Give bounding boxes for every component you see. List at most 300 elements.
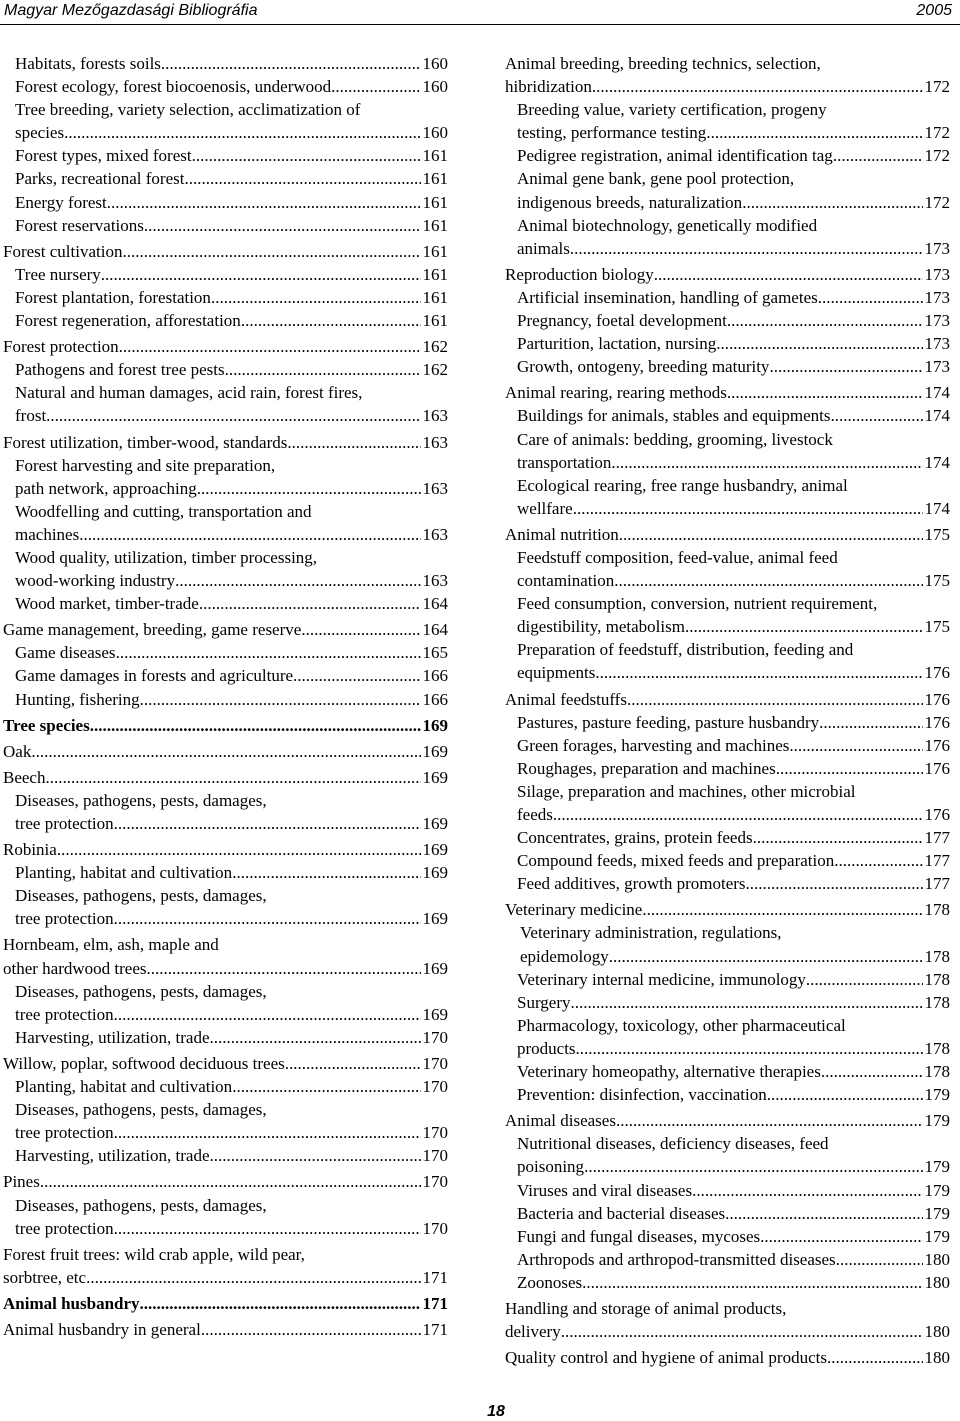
- toc-entry-title: Fungi and fungal diseases, mycoses: [517, 1226, 761, 1246]
- toc-entry: [505, 1083, 950, 1106]
- dot-leader: [90, 714, 421, 737]
- toc-entry-continued: [505, 546, 950, 569]
- dot-leader: [40, 1170, 421, 1193]
- dot-leader: [706, 121, 922, 144]
- toc-entry-page: 169: [422, 741, 448, 761]
- toc-entry-page: 171: [422, 1319, 448, 1339]
- toc-entry-page: 169: [422, 840, 448, 860]
- toc-entry: [505, 1202, 950, 1225]
- toc-entry-continued: [505, 167, 950, 190]
- toc-entry-title: Arthropods and arthropod-transmitted diseases: [517, 1249, 836, 1269]
- toc-entry-page: 160: [422, 77, 448, 97]
- dot-leader: [114, 1217, 421, 1240]
- toc-entry-title: Diseases, pathogens, pests, damages,: [15, 1195, 267, 1215]
- toc-entry: [505, 263, 950, 286]
- toc-entry-page: 176: [924, 758, 950, 778]
- toc-entry-title: Diseases, pathogens, pests, damages,: [15, 1100, 267, 1120]
- toc-entry-page: 169: [422, 958, 448, 978]
- toc-entry-page: 161: [422, 146, 448, 166]
- toc-entry-title: Pines: [3, 1172, 40, 1192]
- toc-entry: [505, 615, 950, 638]
- toc-entry-page: 169: [422, 909, 448, 929]
- toc-entry-title: Tree species: [3, 715, 90, 735]
- dot-leader: [45, 766, 420, 789]
- toc-entry-title: Game management, breeding, game reserve: [3, 620, 302, 640]
- dot-leader: [692, 1179, 922, 1202]
- toc-entry-continued: [505, 1014, 950, 1037]
- toc-entry: [3, 52, 448, 75]
- toc-entry-title: digestibility, metabolism: [517, 617, 685, 637]
- toc-entry-title: Parturition, lactation, nursing: [517, 334, 717, 354]
- toc-entry: [505, 523, 950, 546]
- dot-leader: [211, 286, 421, 309]
- toc-entry-page: 166: [422, 666, 448, 686]
- toc-entry-title: Veterinary administration, regulations,: [520, 923, 782, 943]
- dot-leader: [201, 1318, 421, 1341]
- toc-entry-page: 164: [422, 594, 448, 614]
- toc-entry-page: 161: [422, 215, 448, 235]
- toc-entry-continued: [3, 1243, 448, 1266]
- toc-entry-title: Prevention: disinfection, vaccination: [517, 1085, 767, 1105]
- toc-entry-page: 172: [924, 146, 950, 166]
- dot-leader: [232, 861, 420, 884]
- toc-entry-title: Forest protection: [3, 337, 119, 357]
- toc-entry-title: Veterinary internal medicine, immunology: [517, 969, 806, 989]
- toc-entry-title: Breeding value, variety certification, progeny: [517, 100, 827, 120]
- dot-leader: [114, 907, 421, 930]
- toc-entry-title: wood-working industry: [15, 571, 176, 591]
- toc-entry-page: 173: [924, 238, 950, 258]
- toc-entry-continued: [505, 638, 950, 661]
- toc-entry-title: Reproduction biology: [505, 264, 654, 284]
- toc-entry-title: other hardwood trees: [3, 958, 147, 978]
- dot-leader: [595, 661, 922, 684]
- toc-entry: [505, 286, 950, 309]
- dot-leader: [116, 641, 421, 664]
- toc-entry-title: Forest cultivation: [3, 241, 123, 261]
- dot-leader: [197, 477, 421, 500]
- dot-leader: [611, 451, 922, 474]
- dot-leader: [725, 1202, 922, 1225]
- dot-leader: [144, 214, 421, 237]
- toc-entry-page: 169: [422, 715, 448, 735]
- toc-entry-title: Animal gene bank, gene pool protection,: [517, 169, 795, 189]
- toc-column-right: [505, 52, 950, 1369]
- toc-entry-title: Ecological rearing, free range husbandry, animal: [517, 475, 848, 495]
- toc-entry: [505, 898, 950, 921]
- toc-entry-page: 175: [924, 524, 950, 544]
- toc-entry: [3, 812, 448, 835]
- toc-entry-title: Game damages in forests and agriculture: [15, 666, 294, 686]
- toc-entry: [505, 688, 950, 711]
- toc-entry-page: 178: [924, 1038, 950, 1058]
- toc-entry: [3, 569, 448, 592]
- dot-leader: [821, 1060, 923, 1083]
- dot-leader: [301, 618, 420, 641]
- toc-entry: [3, 335, 448, 358]
- toc-entry-page: 170: [422, 1146, 448, 1166]
- toc-entry-title: Artificial insemination, handling of gametes: [517, 287, 818, 307]
- toc-entry-continued: [3, 1194, 448, 1217]
- toc-entry: [505, 1271, 950, 1294]
- toc-entry-title: Beech: [3, 767, 46, 787]
- toc-entry-title: wellfare: [517, 498, 573, 518]
- toc-entry-page: 176: [924, 689, 950, 709]
- toc-entry: [505, 332, 950, 355]
- toc-entry-page: 161: [422, 241, 448, 261]
- toc-entry: [505, 569, 950, 592]
- toc-entry-title: Pedigree registration, animal identification tag: [517, 146, 833, 166]
- toc-entry-title: Handling and storage of animal products,: [505, 1298, 787, 1318]
- toc-entry-title: Forest regeneration, afforestation: [15, 311, 241, 331]
- toc-entry-page: 164: [422, 620, 448, 640]
- toc-entry-title: Buildings for animals, stables and equipments: [517, 406, 831, 426]
- publication-year: 2005: [916, 2, 952, 19]
- dot-leader: [553, 803, 923, 826]
- toc-entry: [3, 523, 448, 546]
- dot-leader: [331, 75, 420, 98]
- toc-entry-page: 163: [422, 524, 448, 544]
- toc-entry-title: Silage, preparation and machines, other microbial: [517, 781, 856, 801]
- toc-entry-title: feeds: [517, 805, 553, 824]
- dot-leader: [232, 1075, 420, 1098]
- toc-entry-title: Tree breeding, variety selection, acclimatization of: [15, 100, 361, 120]
- toc-entry: [505, 1155, 950, 1178]
- dot-leader: [114, 812, 421, 835]
- toc-entry-continued: [3, 546, 448, 569]
- toc-entry-title: Forest fruit trees: wild crab apple, wild pear,: [3, 1244, 305, 1264]
- toc-entry: [505, 237, 950, 260]
- toc-entry-title: Diseases, pathogens, pests, damages,: [15, 886, 267, 906]
- toc-entry: [505, 1346, 950, 1369]
- toc-entry-continued: [3, 933, 448, 956]
- toc-entry-page: 163: [422, 571, 448, 591]
- toc-entry-page: 176: [924, 805, 950, 824]
- toc-entry-page: 174: [924, 406, 950, 426]
- toc-entry-continued: [3, 884, 448, 907]
- dot-leader: [241, 309, 421, 332]
- toc-entry-page: 175: [924, 571, 950, 591]
- toc-entry-page: 163: [422, 478, 448, 498]
- dot-leader: [293, 664, 420, 687]
- dot-leader: [609, 945, 923, 968]
- dot-leader: [114, 1003, 421, 1026]
- toc-entry-page: 172: [924, 123, 950, 143]
- dot-leader: [833, 144, 923, 167]
- toc-entry: [505, 355, 950, 378]
- toc-entry-page: 172: [924, 192, 950, 212]
- toc-entry-title: Parks, recreational forest: [15, 169, 185, 189]
- toc-entry-title: Hunting, fishering: [15, 689, 140, 709]
- toc-entry: [3, 1003, 448, 1026]
- toc-entry-continued: [3, 454, 448, 477]
- toc-entry-page: 170: [422, 1172, 448, 1192]
- dot-leader: [570, 237, 923, 260]
- toc-entry: [505, 497, 950, 520]
- toc-entry-title: Wood market, timber-trade: [15, 594, 199, 614]
- dot-leader: [147, 957, 421, 980]
- toc-entry-title: Game diseases: [15, 643, 116, 663]
- page-number: 18: [487, 1403, 505, 1420]
- toc-entry-page: 173: [924, 334, 950, 354]
- dot-leader: [64, 121, 420, 144]
- toc-entry-title: Zoonoses: [517, 1272, 583, 1292]
- header-divider: [0, 24, 960, 25]
- toc-entry-title: Hornbeam, elm, ash, maple and: [3, 935, 219, 955]
- dot-leader: [767, 1083, 923, 1106]
- toc-entry-page: 163: [422, 432, 448, 452]
- toc-entry-title: tree protection: [15, 814, 114, 833]
- toc-entry: [3, 740, 448, 763]
- dot-leader: [727, 309, 923, 332]
- toc-entry: [3, 1121, 448, 1144]
- toc-entry-title: Animal diseases: [505, 1111, 616, 1131]
- toc-entry-title: Bacteria and bacterial diseases: [517, 1203, 726, 1223]
- toc-entry-continued: [505, 52, 950, 75]
- dot-leader: [614, 569, 922, 592]
- toc-entry-title: contamination: [517, 571, 615, 591]
- toc-entry: [505, 381, 950, 404]
- toc-entry-page: 163: [422, 406, 448, 426]
- dot-leader: [175, 569, 420, 592]
- toc-entry-continued: [3, 381, 448, 404]
- toc-entry: [3, 1170, 448, 1193]
- toc-entry-page: 165: [422, 643, 448, 663]
- toc-entry: [505, 661, 950, 684]
- toc-entry-title: Robinia: [3, 840, 57, 860]
- toc-entry: [3, 477, 448, 500]
- toc-entry-title: Pathogens and forest tree pests: [15, 360, 225, 380]
- toc-entry-continued: [3, 98, 448, 121]
- toc-entry-title: Diseases, pathogens, pests, damages,: [15, 790, 267, 810]
- toc-entry: [3, 121, 448, 144]
- toc-entry-page: 161: [422, 192, 448, 212]
- toc-entry: [3, 618, 448, 641]
- toc-entry-title: Pastures, pasture feeding, pasture husbandry: [517, 712, 820, 732]
- toc-entry-title: Animal biotechnology, genetically modified: [517, 215, 818, 235]
- toc-entry-page: 173: [924, 357, 950, 377]
- toc-entry: [505, 191, 950, 214]
- dot-leader: [561, 1320, 923, 1343]
- toc-entry-continued: [505, 214, 950, 237]
- toc-entry-page: 172: [924, 77, 950, 97]
- toc-entry: [505, 1037, 950, 1060]
- toc-entry-title: Wood quality, utilization, timber processing,: [15, 547, 318, 567]
- dot-leader: [769, 355, 922, 378]
- toc-entry-title: Animal husbandry in general: [3, 1319, 201, 1339]
- toc-entry-page: 176: [924, 663, 950, 683]
- toc-entry: [505, 711, 950, 734]
- toc-entry-page: 179: [924, 1085, 950, 1105]
- toc-entry-title: animals: [517, 238, 570, 258]
- toc-entry: [505, 945, 950, 968]
- toc-entry: [3, 214, 448, 237]
- toc-entry-page: 166: [422, 689, 448, 709]
- toc-entry-page: 170: [422, 1123, 448, 1143]
- dot-leader: [746, 872, 923, 895]
- toc-entry: [3, 766, 448, 789]
- toc-entry: [505, 826, 950, 849]
- toc-entry-title: Animal nutrition: [505, 524, 619, 544]
- toc-entry-page: 180: [924, 1322, 950, 1342]
- toc-entry-page: 176: [924, 735, 950, 755]
- toc-entry: [505, 734, 950, 757]
- toc-entry: [505, 1320, 950, 1343]
- toc-entry-page: 177: [924, 874, 950, 894]
- toc-entry-title: path network, approaching: [15, 478, 197, 498]
- toc-entry-title: Animal rearing, rearing methods: [505, 383, 727, 403]
- toc-entry: [3, 240, 448, 263]
- toc-entry-title: tree protection: [15, 1004, 114, 1024]
- toc-entry-page: 180: [924, 1272, 950, 1292]
- toc-entry-title: Forest plantation, forestation: [15, 287, 211, 307]
- toc-entry: [3, 191, 448, 214]
- toc-entry-title: Feed consumption, conversion, nutrient requirement,: [517, 594, 878, 614]
- toc-entry: [3, 75, 448, 98]
- toc-entry-title: tree protection: [15, 909, 114, 929]
- toc-entry-title: Forest reservations: [15, 215, 144, 235]
- toc-entry-page: 179: [924, 1203, 950, 1223]
- dot-leader: [57, 838, 421, 861]
- toc-entry: [3, 431, 448, 454]
- dot-leader: [79, 523, 420, 546]
- publication-title: Magyar Mezőgazdasági Bibliográfia: [4, 2, 258, 19]
- toc-entry-title: Viruses and viral diseases: [517, 1180, 693, 1200]
- toc-entry-title: Planting, habitat and cultivation: [15, 1077, 233, 1097]
- toc-entry-page: 178: [924, 992, 950, 1012]
- toc-entry-page: 170: [422, 1053, 448, 1073]
- dot-leader: [834, 849, 922, 872]
- toc-entry-title: Animal feedstuffs: [505, 689, 627, 709]
- toc-entry: [505, 872, 950, 895]
- dot-leader: [101, 263, 421, 286]
- toc-entry-page: 178: [924, 969, 950, 989]
- toc-entry: [3, 641, 448, 664]
- toc-entry-title: Veterinary homeopathy, alternative therapies: [517, 1062, 821, 1082]
- dot-leader: [760, 1225, 922, 1248]
- toc-entry-title: tree protection: [15, 1123, 114, 1143]
- dot-leader: [619, 523, 923, 546]
- toc-entry-page: 180: [924, 1249, 950, 1269]
- dot-leader: [573, 497, 923, 520]
- dot-leader: [576, 1037, 923, 1060]
- toc-entry: [505, 803, 950, 826]
- toc-entry-title: Animal breeding, breeding technics, selection,: [505, 54, 821, 73]
- dot-leader: [642, 898, 922, 921]
- toc-entry-title: Pregnancy, foetal development: [517, 311, 727, 331]
- toc-entry: [505, 144, 950, 167]
- toc-entry-page: 169: [422, 1004, 448, 1024]
- toc-entry-page: 171: [422, 1293, 448, 1313]
- toc-entry-page: 174: [924, 452, 950, 472]
- toc-entry-continued: [3, 1098, 448, 1121]
- toc-entry-title: Preparation of feedstuff, distribution, feeding and: [517, 640, 854, 660]
- toc-entry: [505, 121, 950, 144]
- toc-entry-title: Feedstuff composition, feed-value, animal feed: [517, 547, 838, 567]
- dot-leader: [140, 1292, 421, 1315]
- dot-leader: [119, 335, 421, 358]
- toc-entry-title: delivery: [505, 1322, 561, 1342]
- dot-leader: [716, 332, 922, 355]
- dot-leader: [122, 240, 420, 263]
- toc-entry-title: sorbtree, etc: [3, 1267, 87, 1287]
- toc-entry-page: 162: [422, 360, 448, 380]
- toc-entry-title: Roughages, preparation and machines: [517, 758, 776, 778]
- toc-entry-title: Forest ecology, forest biocoenosis, underwood: [15, 77, 332, 97]
- toc-entry-page: 160: [422, 123, 448, 143]
- toc-entry-title: Pharmacology, toxicology, other pharmaceutical: [517, 1015, 846, 1035]
- toc-entry: [3, 592, 448, 615]
- dot-leader: [582, 1271, 922, 1294]
- toc-entry-title: Planting, habitat and cultivation: [15, 863, 233, 883]
- toc-entry: [3, 907, 448, 930]
- dot-leader: [654, 263, 923, 286]
- toc-entry: [505, 968, 950, 991]
- toc-entry-title: testing, performance testing: [517, 123, 707, 143]
- toc-entry-page: 178: [924, 900, 950, 920]
- toc-entry-title: Forest utilization, timber-wood, standards: [3, 432, 288, 452]
- toc-entry-page: 169: [422, 863, 448, 883]
- toc-entry: [3, 404, 448, 427]
- dot-leader: [210, 1026, 421, 1049]
- toc-entry: [3, 167, 448, 190]
- dot-leader: [184, 167, 420, 190]
- dot-leader: [571, 991, 923, 1014]
- toc-entry-title: Harvesting, utilization, trade: [15, 1146, 210, 1166]
- dot-leader: [199, 592, 421, 615]
- toc-entry-page: 161: [422, 264, 448, 284]
- toc-entry-title: Nutritional diseases, deficiency diseases, feed: [517, 1134, 829, 1154]
- toc-entry-page: 178: [924, 1062, 950, 1082]
- toc-entry-title: products: [517, 1038, 576, 1058]
- toc-entry-page: 176: [924, 712, 950, 732]
- dot-leader: [616, 1109, 923, 1132]
- toc-entry: [3, 1266, 448, 1289]
- toc-entry-page: 170: [422, 1027, 448, 1047]
- toc-entry-title: Green forages, harvesting and machines: [517, 735, 790, 755]
- toc-entry-continued: [505, 780, 950, 803]
- toc-entry: [505, 1109, 950, 1132]
- toc-entry-page: 161: [422, 287, 448, 307]
- toc-entry-page: 169: [422, 767, 448, 787]
- toc-entry-page: 160: [422, 54, 448, 73]
- toc-entry-page: 173: [924, 287, 950, 307]
- dot-leader: [210, 1144, 421, 1167]
- dot-leader: [114, 1121, 421, 1144]
- dot-leader: [225, 358, 421, 381]
- toc-entry-title: Harvesting, utilization, trade: [15, 1027, 210, 1047]
- toc-entry-title: Tree nursery: [15, 264, 101, 284]
- toc-entry-continued: [505, 921, 950, 944]
- toc-entry-title: Habitats, forests soils: [15, 54, 161, 73]
- toc-entry-title: machines: [15, 524, 80, 544]
- dot-leader: [161, 52, 421, 75]
- toc-entry-continued: [505, 98, 950, 121]
- toc-entry-title: Concentrates, grains, protein feeds: [517, 828, 753, 848]
- toc-entry-title: equipments: [517, 663, 596, 683]
- toc-entry-title: Veterinary medicine: [505, 900, 643, 920]
- toc-entry: [3, 664, 448, 687]
- toc-entry-page: 179: [924, 1157, 950, 1177]
- toc-entry: [505, 451, 950, 474]
- toc-entry: [3, 688, 448, 711]
- toc-entry: [3, 714, 448, 737]
- toc-entry: [3, 1318, 448, 1341]
- dot-leader: [192, 144, 421, 167]
- toc-entry-continued: [505, 474, 950, 497]
- toc-entry-title: Surgery: [517, 992, 571, 1012]
- dot-leader: [806, 968, 923, 991]
